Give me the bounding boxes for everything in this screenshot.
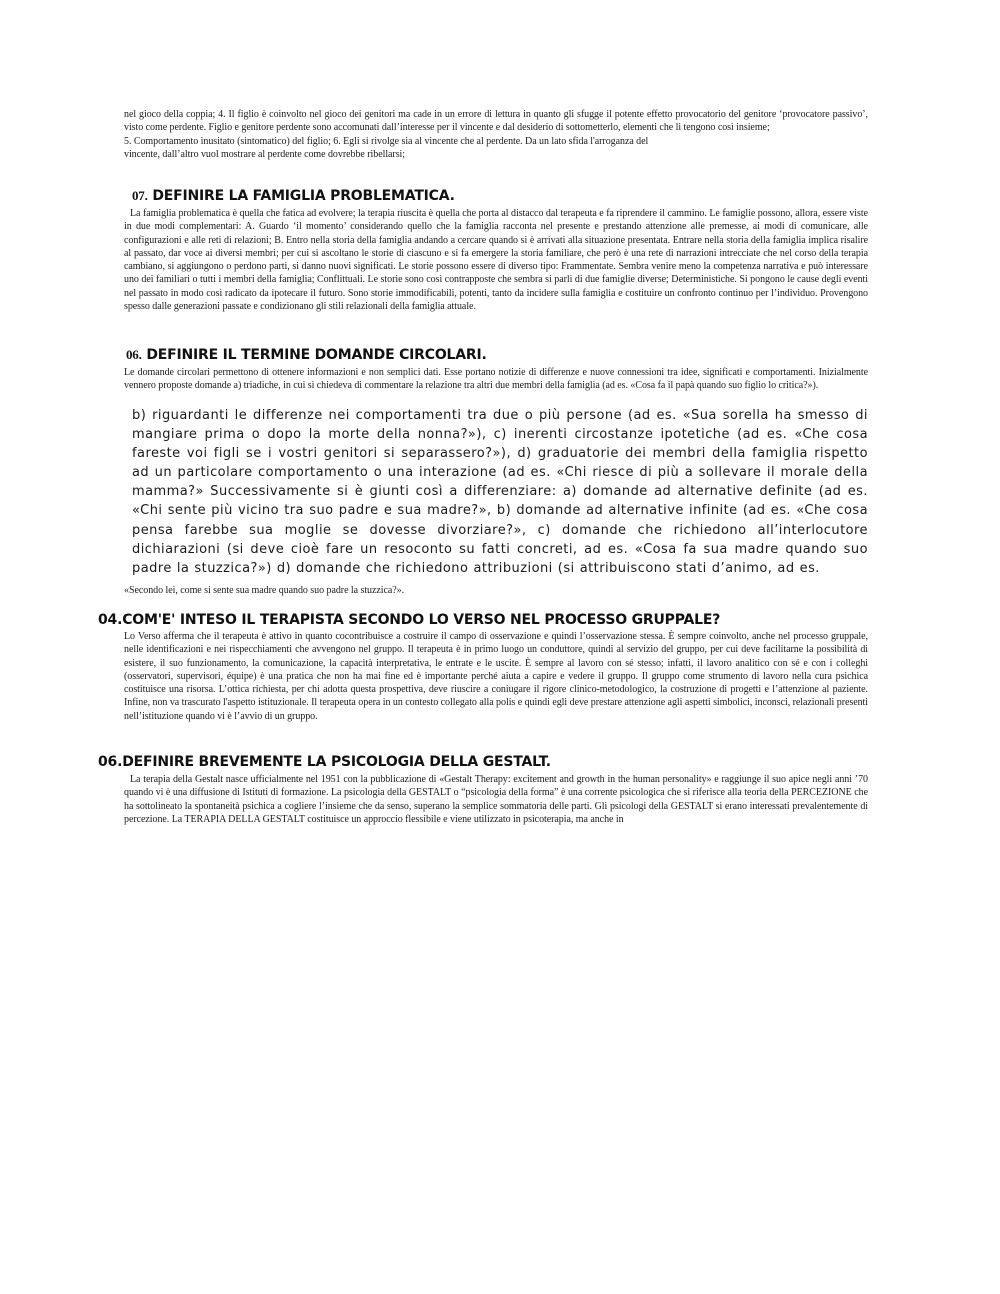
- paragraph-text: Lo Verso afferma che il terapeuta è attivo in quanto cocontribuisce a costruire il campo di osservazione e quindi l’osservazione stessa. È sempre coinvolto, anche nel processo gruppale, nelle identificazioni e nei rispecchiamenti che avvengono nel gruppo. Il terapeuta è in primo luogo un conduttore, quindi al servizio del gruppo, per cui deve facilitarne la possibilità di esistere, il suo funzionamento, la comunicazione, la capacità interpretativa, le entrate e le uscite. È sempre al lavoro con sé stesso; infatti, il lavoro analitico con sé e con i colleghi (osservatori, supervisori, équipe) è una pratica che non ha mai fine ed è importante perché aiuta a capire e vedere il gruppo. Il gruppo come strumento di lavoro nella cura psichica costituisce una risorsa. L’ottica richiesta, per chi adotta questa prospettiva, deve riuscire a coniugare il rigore clinico-metodologico, la costruzione di progetti e l’attenzione al paziente. Infine, non va trascurato l'aspetto istituzionale. Il terapeuta opera in un contesto collegato alla polis e quindi egli deve prestare attenzione agli aspetti simbolici, inconsci, relazionali presenti nell’istituzione quando vi è l’avvio di un gruppo.: [124, 631, 868, 722]
- intro-text-2: 5. Comportamento inusitato (sintomatico) del figlio; 6. Egli si rivolge sia al vincente che al perdente. Da un lato sfida l'arroganza del vincente, dall’altro vuol mostrare al perdente come dovrebbe ribellarsi;: [124, 135, 649, 160]
- section-heading-terapista-lo-verso: [98, 612, 720, 628]
- section-body-gestalt: [124, 773, 868, 826]
- section-title: DEFINIRE IL TERMINE DOMANDE CIRCOLARI.: [146, 347, 487, 363]
- section-title: 04.COM'E' INTESO IL TERAPISTA SECONDO LO VERSO NEL PROCESSO GRUPPALE?: [98, 612, 721, 628]
- paragraph-text: La terapia della Gestalt nasce ufficialmente nel 1951 con la pubblicazione di «Gestalt Therapy: excitement and growth in the human personality» e raggiunge il suo apice negli anni ’70 quando vi è una diffusione di Istituti di formazione. La psicologia della GESTALT o “psicologia della forma” è una corrente psicologica che si riferisce alla teoria della PERCEZIONE che ha sottolineato la spontaneità psichica a cogliere l’insieme che da senso, superano la semplice sommatoria delle parti. Gli psicologi della GESTALT si erano interessati prevalentemente di percezione. La TERAPIA DELLA GESTALT costituisce un approccio flessibile e viene utilizzato in psicoterapia, ma anche in: [124, 774, 868, 825]
- paragraph-text: La famiglia problematica è quella che fatica ad evolvere; la terapia riuscita è quella che porta al distacco dal terapeuta e fa riprendere il cammino. Le famiglie possono, allora, essere viste in due modi complementari: A. Guardo ‘il momento’ considerando quello che la famiglia racconta nel presente e prestando attenzione alle premesse, ai modi di comunicare, alle configurazioni e alle reti di relazioni; B. Entro nella storia della famiglia andando a cercare quando si è arrivati alla situazione presentata. Entrare nella storia della famiglia implica risalire al passato, dar voce ai diversi membri; per cui si ascoltano le storie di ciascuno e si fa emergere la storia familiare, che però è una rete di narrazioni intrecciate che nel corso della terapia cambiano, si aggiungono o perdono parti, si danno nuovi significati. Le storie possono essere di diverso tipo: Frammentate. Sembra venire meno la competenza narrativa e può interessare uno dei familiari o tutti i membri della famiglia; Conflittuali. Le storie sono così contrapposte che sembra si parli di due famiglie diverse; Deterministiche. Si pongono le cause degli eventi nel passato in modo così radicato da ipotecare il futuro. Sono storie immodificabili, potenti, tanto da incidere sulla famiglia e costituire un confronto continuo per l’individuo. Provengono spesso dalle generazioni passate e condizionano gli stili relazionali della famiglia attuale.: [124, 208, 868, 313]
- section-heading-gestalt: [98, 754, 551, 770]
- section-heading-famiglia-problematica: [132, 188, 455, 204]
- section-heading-domande-circolari: [126, 347, 487, 363]
- intro-text-1: nel gioco della coppia; 4. Il figlio è coinvolto nel gioco dei genitori ma cade in un errore di lettura in quanto gli sfugge il potente effetto provocatorio del genitore ‘provocatore passivo’, visto come perdente. Figlio e genitore perdente sono accomunati dall’interesse per il vincente e dal desiderio di sottometterlo, elementi che li tengono così insieme;: [124, 109, 868, 134]
- section-body-famiglia-problematica: [124, 207, 868, 313]
- paragraph-text: Le domande circolari permettono di ottenere informazioni e non semplici dati. Esse portano notizie di differenze e nuove connessioni tra idee, significati e comportamenti. Inizialmente vennero proposte domande a) triadiche, in cui si chiedeva di commentare la relazione tra altri due membri della famiglia (ad es. «Cosa fa il papà quando suo figlio lo critica?»).: [124, 367, 868, 392]
- section-title: 06.DEFINIRE BREVEMENTE LA PSICOLOGIA DELLA GESTALT.: [98, 754, 551, 770]
- section-body-domande-circolari-intro: [124, 366, 868, 393]
- section-closing-quote: [124, 584, 868, 597]
- section-title: DEFINIRE LA FAMIGLIA PROBLEMATICA.: [152, 188, 455, 204]
- section-number: 06.: [126, 347, 142, 362]
- section-body-terapista-lo-verso: [124, 630, 868, 723]
- intro-paragraph: [124, 108, 868, 161]
- section-body-domande-circolari-large: [132, 406, 868, 578]
- paragraph-text: «Secondo lei, come si sente sua madre quando suo padre la stuzzica?».: [124, 585, 405, 596]
- section-number: 07.: [132, 188, 148, 203]
- paragraph-text-large: b) riguardanti le differenze nei comportamenti tra due o più persone (ad es. «Sua sorella ha smesso di mangiare prima o dopo la morte della nonna?»), c) inerenti circostanze ipotetiche (ad es. «Che cosa fareste voi figli se i vostri genitori si separassero?»), d) graduatorie dei membri della famiglia rispetto ad un particolare comportamento o una interazione (ad es. «Chi riesce di più a sollevare il morale della mamma?» Successivamente si è giunti così a differenziare: a) domande ad alternative definite (ad es. «Chi sente più vicino tra suo padre e sua madre?», b) domande ad alternative infinite (ad es. «Che cosa pensa farebbe sua moglie se dovesse divorziare?», c) domande che richiedono all’interlocutore dichiarazioni (si deve cioè fare un resoconto su fatti concreti, ad es. «Cosa fa sua madre quando suo padre la stuzzica?») d) domande che richiedono attribuzioni (si attribuiscono stati d’animo, ad es.: [132, 408, 868, 576]
